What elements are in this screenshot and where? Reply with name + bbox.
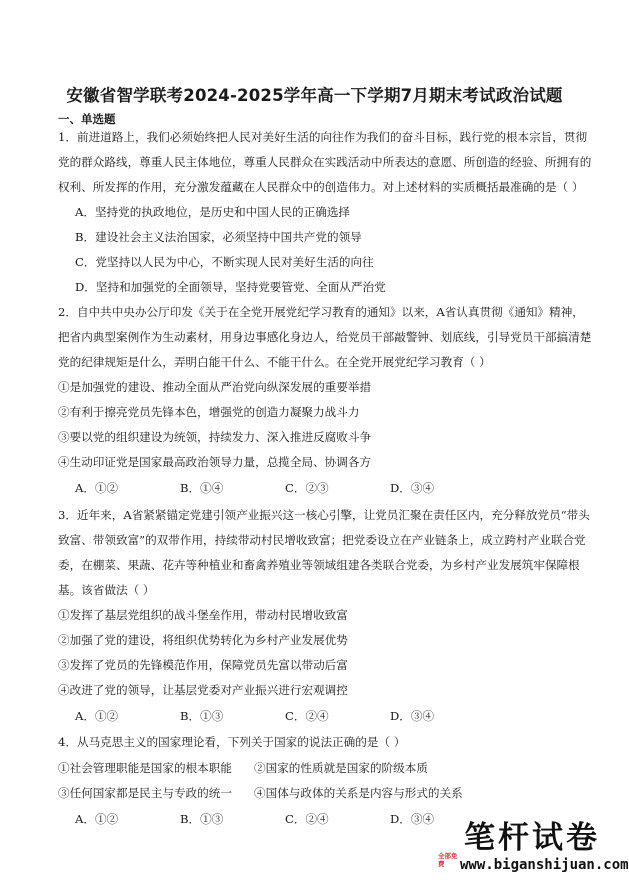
q3-item-2: ②加强了党的建设，将组织优势转化为乡村产业发展优势 [58, 633, 348, 647]
exam-title: 安徽省智学联考2024-2025学年高一下学期7月期末考试政治试题 [66, 86, 563, 105]
q1-option-a: A．坚持党的执政地位，是历史和中国人民的正确选择 [75, 205, 351, 219]
q3-stem-line: 委，在棚菜、果蔬、花卉等种植业和畜禽养殖业等领域组建各类联合党委，为乡村产业发展筑牢保障根 [58, 558, 580, 572]
q2-stem-line: 党的纪律规矩是什么，弄明白能干什么、不能干什么。在全党开展党纪学习教育（ ） [58, 355, 491, 369]
q3-choice-c: C．②④ [285, 709, 329, 723]
q3-stem-line: 基。该省做法（ ） [58, 583, 155, 597]
q3-item-4: ④改进了党的领导，让基层党委对产业振兴进行宏观调控 [58, 683, 348, 697]
site-watermark-logo [434, 812, 629, 882]
q1-stem-line: 党的群众路线，尊重人民主体地位，尊重人民群众在实践活动中所表达的意愿、所创造的经验、所拥有的 [58, 155, 592, 169]
q3-stem-line: 致富、带领致富”的双带作用，持续带动村民增收致富；把党委设立在产业链条上，成立跨村产业联合党 [58, 533, 586, 547]
q3-choice-b: B．①③ [180, 709, 224, 723]
q2-item-1: ①是加强党的建设、推动全面从严治党向纵深发展的重要举措 [58, 380, 372, 394]
q4-item-2: ②国家的性质就是国家的阶级本质 [254, 761, 428, 775]
q2-choice-a: A．①② [75, 481, 119, 495]
q2-item-2: ②有利于擦亮党员先锋本色，增强党的创造力凝聚力战斗力 [58, 405, 360, 419]
q2-choice-b: B．①④ [180, 481, 224, 495]
q4-stem-line: 4．从马克思主义的国家理论看，下列关于国家的说法正确的是（ ） [58, 735, 406, 749]
q3-choice-d: D．③④ [390, 709, 435, 723]
logo-free-tag: 全部免费 [438, 852, 458, 868]
q4-item-1: ①社会管理职能是国家的根本职能 [58, 761, 232, 775]
q1-option-c: C．党坚持以人民为中心，不断实现人民对美好生活的向往 [75, 255, 374, 269]
q4-choice-c: C．②④ [285, 812, 329, 826]
q2-choice-c: C．②③ [285, 481, 329, 495]
q3-item-1: ①发挥了基层党组织的战斗堡垒作用，带动村民增收致富 [58, 608, 348, 622]
q3-item-3: ③发挥了党员的先锋模范作用，保障党员先富以带动后富 [58, 658, 348, 672]
q2-item-3: ③要以党的组织建设为统领，持续发力、深入推进反腐败斗争 [58, 430, 372, 444]
section-heading: 一、单选题 [58, 112, 116, 126]
q3-choice-a: A．①② [75, 709, 119, 723]
q4-item-4: ④国体与政体的关系是内容与形式的关系 [254, 786, 463, 800]
q2-choice-d: D．③④ [390, 481, 435, 495]
q4-choice-a: A．①② [75, 812, 119, 826]
q1-option-b: B．建设社会主义法治国家，必须坚持中国共产党的领导 [75, 230, 362, 244]
q3-stem-line: 3．近年来，A省紧紧锚定党建引领产业振兴这一核心引擎，让党员汇聚在责任区内，充分释放党员“带头 [58, 508, 590, 522]
q2-item-4: ④生动印证党是国家最高政治领导力量，总揽全局、协调各方 [58, 455, 372, 469]
q2-stem-line: 2．自中共中央办公厅印发《关于在全党开展党纪学习教育的通知》以来，A省认真贯彻《通知》精神， [58, 305, 584, 319]
q4-choice-d: D．③④ [390, 812, 435, 826]
q1-option-d: D．坚持和加强党的全面领导，坚持党要管党、全面从严治党 [75, 280, 386, 294]
q1-stem-line: 1．前进道路上，我们必须始终把人民对美好生活的向往作为我们的奋斗目标，践行党的根本宗旨，贯彻 [58, 130, 588, 144]
logo-url: www.biganshijuan.com [460, 857, 629, 873]
logo-title: 笔杆试卷 [464, 820, 600, 856]
q4-choice-b: B．①③ [180, 812, 224, 826]
q2-stem-line: 把省内典型案例作为生动素材，用身边事感化身边人，给党员干部敲警钟、划底线，引导党员干部搞清楚 [58, 330, 592, 344]
q1-stem-line: 权利、所发挥的作用，充分激发蕴藏在人民群众中的创造伟力。对上述材料的实质概括最准确的是（ ） [58, 180, 584, 194]
q4-item-3: ③任何国家都是民主与专政的统一 [58, 786, 232, 800]
